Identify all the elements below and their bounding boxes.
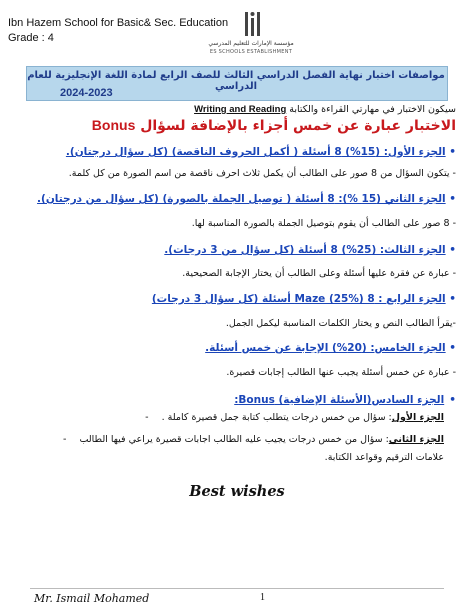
footer-divider (30, 588, 444, 589)
intro-skills: Writing and Reading (194, 104, 287, 115)
logo-emblem-icon (243, 10, 263, 40)
page-number: 1 (260, 592, 265, 603)
bonus-item-2: الجزء الثاني: سؤال من خمس درجات يجيب عليه الطالب اجابات قصيرة يراعي فيها الطالب - (62, 434, 444, 445)
section-3-heading: • الجزء الثالث: (25%) 8 أسئلة (كل سؤال من 3 درجات). (164, 244, 456, 256)
section-1-heading: • الجزء الأول: (15%) 8 أسئلة ( أكمل الحروف الناقصة) (كل سؤال درجتان). (65, 146, 456, 158)
teacher-name: Mr. Ismail Mohamed (34, 592, 150, 605)
headline-text: الاختبار عبارة عن خمس أجزاء بالإضافة لسؤال (140, 118, 456, 134)
headline (92, 117, 456, 134)
section-2-heading: • الجزء الثاني (15 %): 8 أسئلة ( توصيل الجملة بالصورة) (كل سؤال من درجتان). (37, 193, 456, 205)
bonus-item-1-text: : سؤال من خمس درجات يتطلب كتابة جمل قصيرة كاملة . (161, 412, 392, 423)
section-4-description: -يقرأ الطالب النص و يختار الكلمات المناسبة ليكمل الجمل. (225, 318, 456, 329)
section-5-description: - عبارة عن خمس أسئلة يجيب عنها الطالب إجابات قصيرة. (226, 367, 456, 378)
bonus-heading: الجزء السادس(الأسئلة الإضافية) Bonus: (234, 394, 445, 406)
section-2-description: - 8 صور على الطالب أن يقوم بتوصيل الجملة بالصورة المناسبة لها. (191, 218, 456, 229)
logo-org-arabic: مؤسسة الإمارات للتعليم المدرسي (208, 40, 294, 47)
intro-text: سيكون الاختبار في مهارتي القراءة والكتابة (289, 104, 456, 115)
closing-wishes: Best wishes (189, 483, 285, 500)
logo-org-english: ES SCHOOLS ESTABLISHMENT (209, 49, 293, 55)
section-1-description: - يتكون السؤال من 8 صور على الطالب أن يكمل ثلاث احرف ناقصة من اسم الصورة من كل كلمة. (68, 168, 456, 179)
school-header (8, 16, 228, 46)
bonus-item-1-label: الجزء الأول (391, 412, 444, 423)
grade-label: Grade : 4 (8, 32, 54, 44)
section-3-description: - عبارة عن فقرة عليها أسئلة وعلى الطالب أن يختار الإجابة الصحيحية. (182, 268, 456, 279)
exam-title: مواصفات اختبار نهاية الفصل الدراسي الثالث للصف الرابع لمادة اللغة الإنجليزية للعام الدراسي (27, 70, 445, 92)
bonus-item-1: الجزء الأول: سؤال من خمس درجات يتطلب كتابة جمل قصيرة كاملة . - (145, 412, 444, 423)
school-name: Ibn Hazem School for Basic& Sec. Education (8, 17, 229, 29)
bonus-item-2-label: الجزء الثاني (388, 434, 444, 445)
headline-bonus: Bonus (91, 117, 136, 133)
section-4-heading: • الجزء الرابع : Maze (25%) 8 أسئلة (كل سؤال 3 درجات) (151, 293, 456, 305)
section-5-heading: • الجزء الخامس: (20%) الإجابة عن خمس أسئلة. (205, 342, 456, 354)
bonus-item-2-text: : سؤال من خمس درجات يجيب عليه الطالب اجابات قصيرة يراعي فيها الطالب (79, 434, 389, 445)
intro-line (194, 104, 456, 115)
bonus-continuation: علامات الترقيم وقواعد الكتابة. (324, 452, 444, 463)
exam-year: 2024-2023 (60, 87, 113, 99)
bonus-heading-row: • الجزء السادس(الأسئلة الإضافية) Bonus: (234, 394, 456, 406)
school-logo (205, 6, 297, 68)
